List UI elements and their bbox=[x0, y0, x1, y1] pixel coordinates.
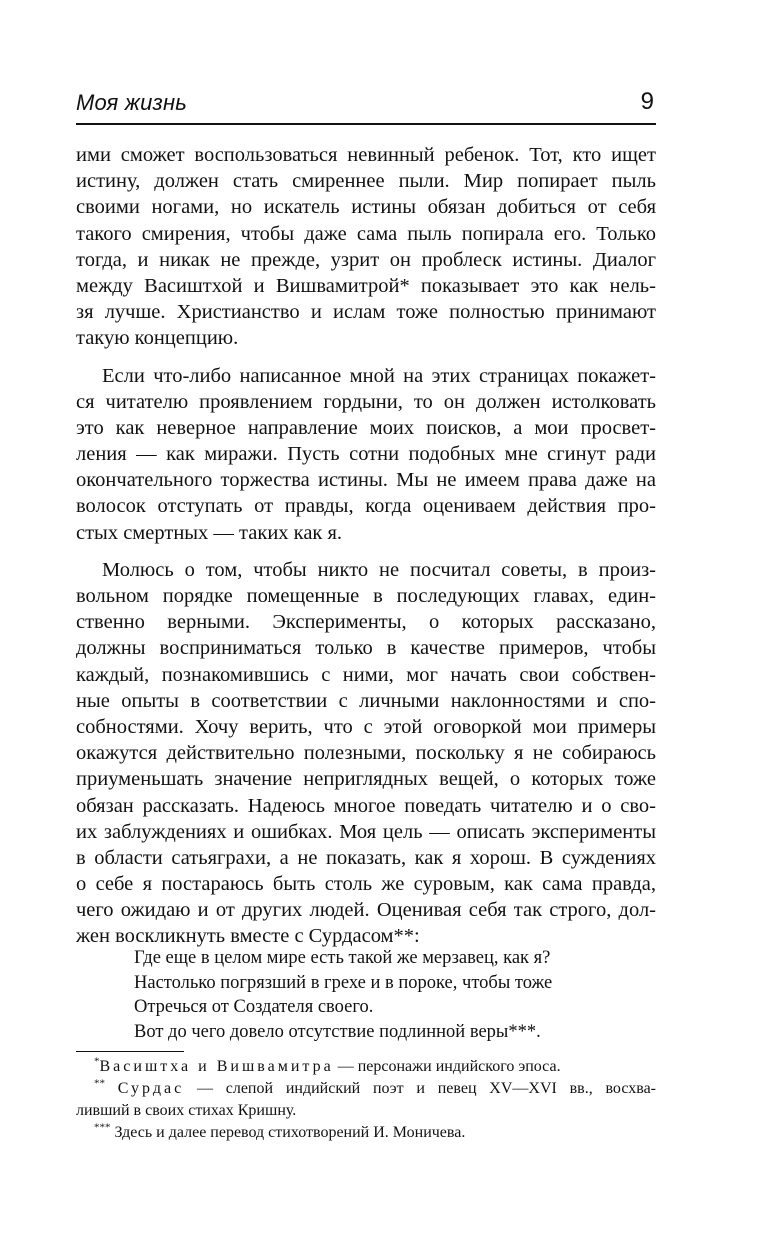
text-line: ственно верными. Эксперименты, о которых рассказано, bbox=[76, 611, 656, 634]
text-line: обязан рассказать. Надеюсь многое поведать читателю и о сво- bbox=[76, 794, 656, 817]
footnote-text: — персонажи индийского эпоса. bbox=[333, 1058, 561, 1075]
text-line: чего ожидаю и от других людей. Оценивая себя так строго, дол- bbox=[76, 899, 656, 922]
poem-line: Где еще в целом мире есть такой же мерзавец, как я? bbox=[134, 948, 551, 968]
footnote-mark: * bbox=[94, 1055, 100, 1068]
page-number: 9 bbox=[640, 88, 654, 115]
text-line: между Васиштхой и Вишвамитрой* показывает это как нель- bbox=[76, 274, 656, 297]
text-line: тогда, и никак не прежде, узрит он проблеск истины. Диалог bbox=[76, 248, 656, 271]
text-line: собностями. Хочу верить, что с этой оговоркой мои примеры bbox=[76, 715, 656, 738]
text-line: это как неверное направление моих поисков, а мои просвет- bbox=[76, 416, 656, 439]
poem-quote bbox=[134, 946, 604, 1044]
text-line: такую концепцию. bbox=[76, 327, 239, 350]
footnote-term: Сурдас bbox=[117, 1080, 185, 1097]
footnote-term: Васиштха и Вишвамитра bbox=[99, 1058, 334, 1075]
footnotes bbox=[76, 1056, 656, 1144]
text-line: своими ногами, но искатель истины обязан добиться от себя bbox=[76, 196, 656, 219]
text-line: истину, должен стать смиреннее пыли. Мир попирает пыль bbox=[76, 170, 656, 193]
text-line: Молюсь о том, чтобы никто не посчитал советы, в произ- bbox=[102, 558, 656, 581]
footnote-text: — слепой индийский поэт и певец XV—XVI вв., восхва- bbox=[184, 1080, 656, 1097]
running-header bbox=[76, 86, 654, 122]
text-line: Если что-либо написанное мной на этих страницах покажет- bbox=[102, 364, 656, 387]
text-line: такого смирения, чтобы даже сама пыль попирала его. Только bbox=[76, 222, 656, 245]
poem-line: Настолько погрязший в грехе и в пороке, чтобы тоже bbox=[134, 972, 553, 993]
text-line: в области сатьяграхи, а не показать, как я хорош. В суждениях bbox=[76, 846, 656, 869]
text-line: должны восприниматься только в качестве примеров, чтобы bbox=[76, 637, 656, 660]
paragraph-3 bbox=[76, 557, 656, 950]
poem-line: Отречься от Создателя своего. bbox=[134, 997, 374, 1017]
text-line: приуменьшать значение неприглядных вещей, о которых тоже bbox=[76, 768, 656, 791]
footnote-text: Здесь и далее перевод стихотворений И. Моничева. bbox=[110, 1124, 466, 1141]
text-line: о себе я постараюсь быть столь же суровым, как сама правда, bbox=[76, 873, 656, 896]
text-line: ся читателю проявлением гордыни, то он должен истолковать bbox=[76, 390, 656, 413]
paragraph-1 bbox=[76, 142, 656, 352]
text-line: их заблуждениях и ошибках. Моя цель — описать эксперименты bbox=[76, 820, 656, 843]
poem-line: Вот до чего довело отсутствие подлинной веры***. bbox=[134, 1021, 541, 1042]
main-text bbox=[76, 142, 656, 961]
footnote-rule bbox=[76, 1051, 184, 1052]
text-line: вольном порядке помещенные в последующих главах, един- bbox=[76, 585, 656, 607]
text-line: стых смертных — таких как я. bbox=[76, 521, 343, 544]
footnote-mark: *** bbox=[94, 1121, 111, 1134]
footnote-3 bbox=[76, 1122, 656, 1144]
text-line: окончательного торжества истины. Мы не имеем права даже на bbox=[76, 469, 656, 492]
header-rule bbox=[76, 123, 656, 125]
footnote-mark: ** bbox=[94, 1077, 105, 1090]
text-line: ими сможет воспользоваться невинный ребенок. Тот, кто ищет bbox=[76, 144, 656, 166]
text-line: жен воскликнуть вместе с Сурдасом**: bbox=[76, 925, 420, 948]
footnote-1 bbox=[76, 1056, 656, 1078]
footnote-2 bbox=[76, 1078, 656, 1100]
text-line: ные опыты в соответствии с личными наклонностями и спо- bbox=[76, 689, 656, 712]
text-line: каждый, познакомившись с ними, мог начать свои собствен- bbox=[76, 663, 656, 686]
paragraph-2 bbox=[76, 363, 656, 546]
footnote-2-continuation: ливший в своих стихах Кришну. bbox=[76, 1102, 297, 1119]
text-line: окажутся действительно полезными, поскольку я не собираюсь bbox=[76, 742, 656, 765]
text-line: ления — как миражи. Пусть сотни подобных мне сгинут ради bbox=[76, 443, 656, 466]
text-line: зя лучше. Христианство и ислам тоже полностью принимают bbox=[76, 301, 656, 324]
text-line: волосок отступать от правды, когда оцениваем действия про- bbox=[76, 495, 656, 518]
running-title: Моя жизнь bbox=[76, 90, 188, 115]
